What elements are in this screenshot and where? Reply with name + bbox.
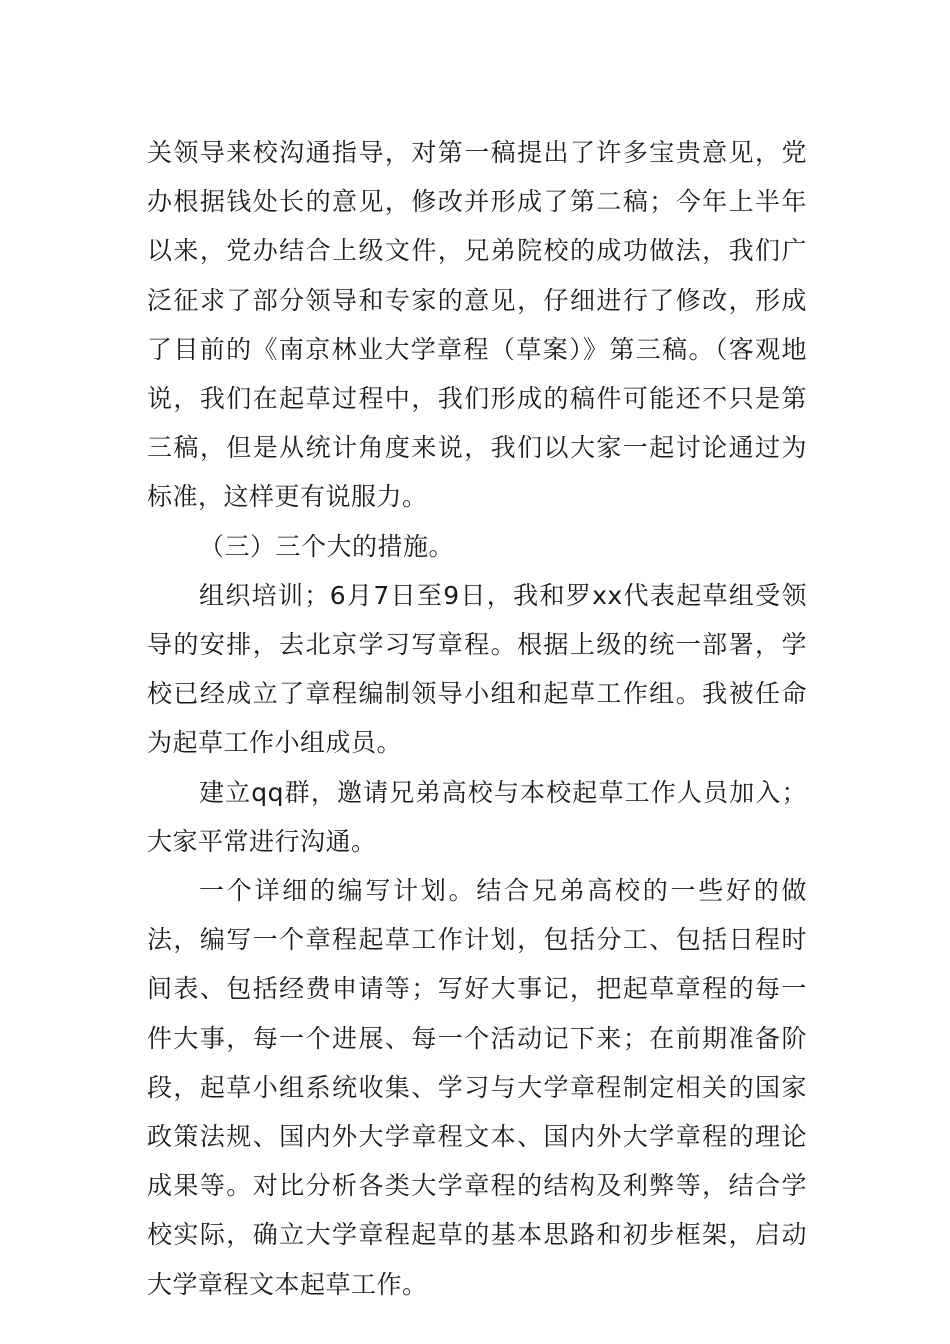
document-body: [147, 128, 807, 1309]
paragraph-training: 组织培训；6月7日至9日，我和罗xx代表起草组受领导的安排，去北京学习写章程。根据上级的统一部署，学校已经成立了章程编制领导小组和起草工作组。我被任命为起草工作小组成员。: [147, 580, 807, 758]
paragraph-plan: 一个详细的编写计划。结合兄弟高校的一些好的做法，编写一个章程起草工作计划，包括分工、包括日程时间表、包括经费申请等；写好大事记，把起草章程的每一件大事，每一个进展、每一个活动记下来；在前期准备阶段，起草小组系统收集、学习与大学章程制定相关的国家政策法规、国内外大学章程文本、国内外大学章程的理论成果等。对比分析各类大学章程的结构及利弊等，结合学校实际，确立大学章程起草的基本思路和初步框架，启动大学章程文本起草工作。: [147, 876, 807, 1299]
section-heading: （三）三个大的措施。: [199, 531, 455, 561]
paragraph-continued: 关领导来校沟通指导，对第一稿提出了许多宝贵意见，党办根据钱处长的意见，修改并形成了第二稿；今年上半年以来，党办结合上级文件，兄弟院校的成功做法，我们广泛征求了部分领导和专家的意见，仔细进行了修改，形成了目前的《南京林业大学章程（草案）》第三稿。（客观地说，我们在起草过程中，我们形成的稿件可能还不只是第三稿，但是从统计角度来说，我们以大家一起讨论通过为标准，这样更有说服力。: [147, 138, 807, 512]
paragraph-qq-group: 建立qq群，邀请兄弟高校与本校起草工作人员加入；大家平常进行沟通。: [147, 777, 807, 856]
